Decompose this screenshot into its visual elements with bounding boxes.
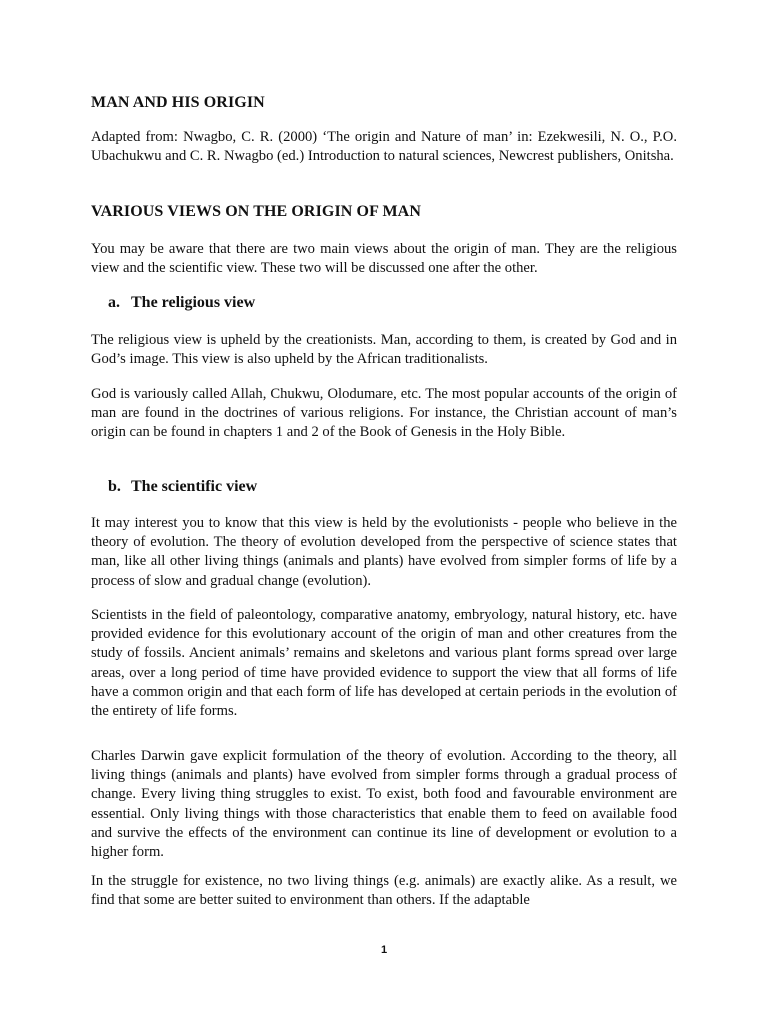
page-number: 1 [380,944,388,956]
religious-view-marker: a. [108,294,120,311]
scientific-paragraph-3: Charles Darwin gave explicit formulation of the theory of evolution. According to the theory, all living things (animals and plants) have evolved from simpler forms through a gradual process of change. Every living thing struggles to exist. To exist, both food and favourable environment are essential. Only living things with those characteristics that enable them to feed on available food and survive the effects of the environment can continue its line of development or evolution to a higher form. [91,748,677,861]
document-page [91,0,677,1024]
scientific-view-heading-text: The scientific view [131,478,258,495]
scientific-paragraph-1: It may interest you to know that this view is held by the evolutionists - people who believe in the theory of evolution. The theory of evolution developed from the perspective of science states that man, like all other living things (animals and plants) have evolved from simpler forms of life by a process of slow and gradual change (evolution). [91,515,677,589]
religious-view-heading [108,294,255,312]
section-heading: VARIOUS VIEWS ON THE ORIGIN OF MAN [91,203,421,220]
document-title: MAN AND HIS ORIGIN [91,94,265,111]
scientific-view-marker: b. [108,478,121,495]
religious-view-heading-text: The religious view [131,294,256,311]
scientific-view-heading [108,478,257,496]
scientific-paragraph-4: In the struggle for existence, no two living things (e.g. animals) are exactly alike. As a result, we find that some are better suited to environment than others. If the adaptable [91,873,677,909]
scientific-paragraph-2: Scientists in the field of paleontology, comparative anatomy, embryology, natural history, etc. have provided evidence for this evolutionary account of the origin of man and other creatures from the study of fossils. Ancient animals’ remains and skeletons and various plant forms spread over large areas, over a long period of time have provided evidence to support the view that all forms of life have a common origin and that each form of life has developed at certain periods in the evolution of the entirety of life forms. [91,607,677,720]
citation-paragraph: Adapted from: Nwagbo, C. R. (2000) ‘The origin and Nature of man’ in: Ezekwesili, N. O., P.O. Ubachukwu and C. R. Nwagbo (ed.) Introduction to natural sciences, Newcrest publishers, Onitsha. [91,129,677,165]
religious-paragraph-1: The religious view is upheld by the creationists. Man, according to them, is created by God and in God’s image. This view is also upheld by the African traditionalists. [91,332,677,368]
religious-paragraph-2: God is variously called Allah, Chukwu, Olodumare, etc. The most popular accounts of the origin of man are found in the doctrines of various religions. For instance, the Christian account of man’s origin can be found in chapters 1 and 2 of the Book of Genesis in the Holy Bible. [91,386,677,441]
intro-paragraph: You may be aware that there are two main views about the origin of man. They are the religious view and the scientific view. These two will be discussed one after the other. [91,241,677,277]
